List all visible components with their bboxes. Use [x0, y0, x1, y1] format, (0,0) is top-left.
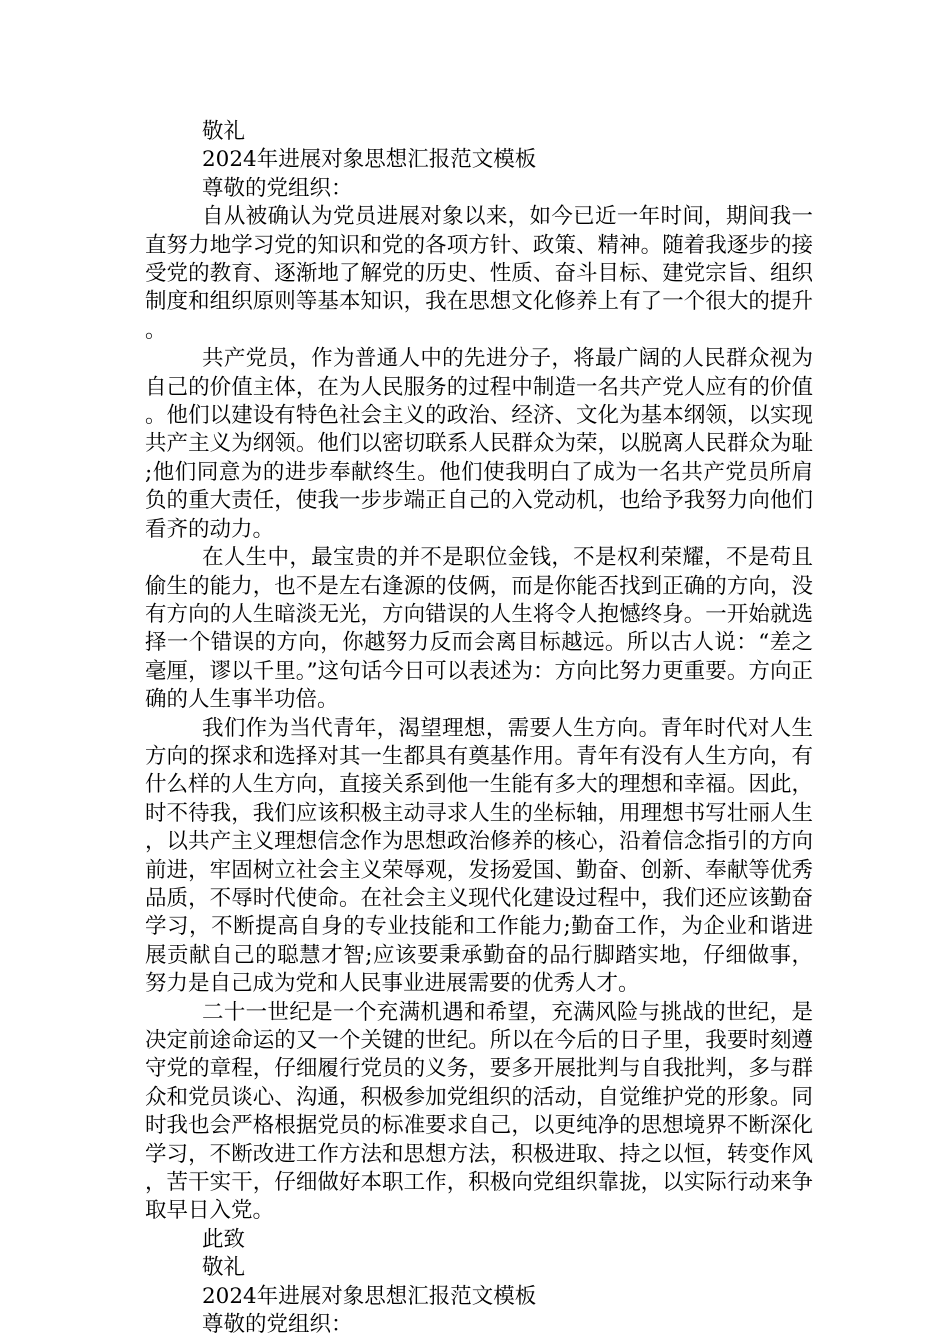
- body-paragraph-5: 二十一世纪是一个充满机遇和希望，充满风险与挑战的世纪，是决定前途命运的又一个关键的世纪。所以在今后的日子里，我要时刻遵守党的章程，仔细履行党员的义务，要多开展批判与自我批判，多与群众和党员谈心、沟通，积极参加党组织的活动，自觉维护党的形象。同时我也会严格根据党员的标准要求自己，以更纯净的思想境界不断深化学习，不断改进工作方法和思想方法，积极进取、持之以恒，转变作风，苦干实干，仔细做好本职工作，积极向党组织靠拢，以实际行动来争取早日入党。: [145, 999, 813, 1224]
- body-paragraph-2: 共产党员，作为普通人中的先进分子，将最广阔的人民群众视为自己的价值主体，在为人民服务的过程中制造一名共产党人应有的价值。他们以建设有特色社会主义的政治、经济、文化为基本纲领，以实现共产主义为纲领。他们以密切联系人民群众为荣，以脱离人民群众为耻;他们同意为的进步奉献终生。他们使我明白了成为一名共产党员所肩负的重大责任，使我一步步端正自己的入党动机，也给予我努力向他们看齐的动力。: [145, 346, 813, 542]
- document-title: 2024年进展对象思想汇报范文模板: [202, 147, 537, 173]
- salutation-2: 尊敬的党组织：: [202, 1312, 353, 1338]
- document-page: [145, 118, 813, 1339]
- closing-regards: 敬礼: [202, 119, 246, 144]
- document-title-2: 2024年进展对象思想汇报范文模板: [202, 1283, 537, 1309]
- salutation: 尊敬的党组织：: [202, 175, 353, 201]
- body-paragraph-3: 在人生中，最宝贵的并不是职位金钱，不是权利荣耀，不是苟且偷生的能力，也不是左右逢源的伎俩，而是你能否找到正确的方向，没有方向的人生暗淡无光，方向错误的人生将令人抱憾终身。一开始就选择一个错误的方向，你越努力反而会离目标越远。所以古人说：“差之毫厘，谬以千里。”这句话今日可以表述为：方向比努力更重要。方向正确的人生事半功倍。: [145, 545, 813, 713]
- body-paragraph-4: 我们作为当代青年，渴望理想，需要人生方向。青年时代对人生方向的探求和选择对其一生都具有奠基作用。青年有没有人生方向，有什么样的人生方向，直接关系到他一生能有多大的理想和幸福。因此，时不待我，我们应该积极主动寻求人生的坐标轴，用理想书写壮丽人生，以共产主义理想信念作为思想政治修养的核心，沿着信念指引的方向前进，牢固树立社会主义荣辱观，发扬爱国、勤奋、创新、奉献等优秀品质，不辱时代使命。在社会主义现代化建设过程中，我们还应该勤奋学习，不断提高自身的专业技能和工作能力;勤奋工作，为企业和谐进展贡献自己的聪慧才智;应该要秉承勤奋的品行脚踏实地，仔细做事，努力是自己成为党和人民事业进展需要的优秀人才。: [145, 715, 813, 997]
- regards-intro: 此致: [202, 1226, 246, 1252]
- closing-regards-2: 敬礼: [202, 1255, 246, 1281]
- body-paragraph-1: 自从被确认为党员进展对象以来，如今已近一年时间，期间我一直努力地学习党的知识和党的各项方针、政策、精神。随着我逐步的接受党的教育、逐渐地了解党的历史、性质、奋斗目标、建党宗旨、组织制度和组织原则等基本知识，我在思想文化修养上有了一个很大的提升。: [145, 204, 813, 343]
